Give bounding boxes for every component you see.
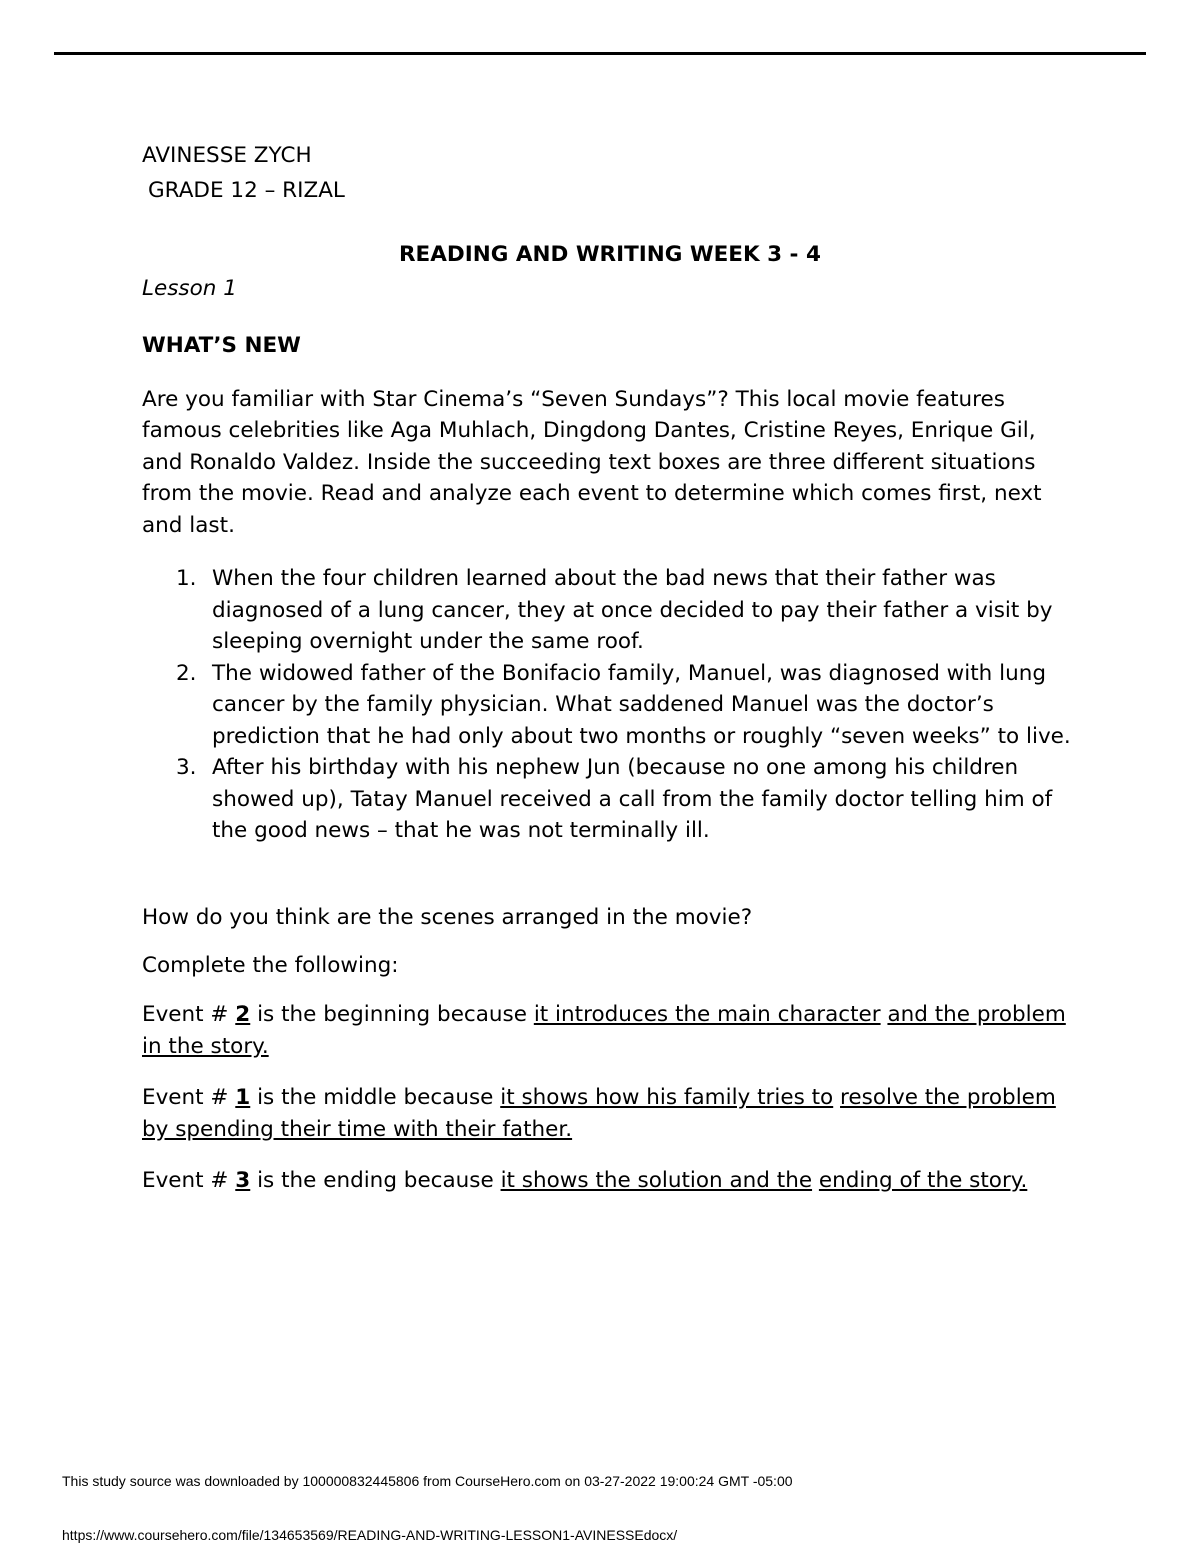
answer-event-number: 3 [235, 1167, 251, 1193]
source-url[interactable]: https://www.coursehero.com/file/134653569/READING-AND-WRITING-LESSON1-AVINESSEdocx/ [62, 1527, 678, 1543]
answer-middle: is the ending because [250, 1167, 501, 1193]
event-number: 3. [176, 755, 197, 780]
event-item-1 [142, 563, 1072, 658]
student-name: AVINESSE ZYCH [142, 143, 312, 168]
answer-prefix: Event # [142, 1167, 236, 1193]
answer-beginning [142, 999, 1072, 1063]
question-text: How do you think are the scenes arranged in the movie? [142, 904, 753, 930]
answer-middle: is the beginning because [250, 1001, 534, 1027]
answer-event-number: 1 [235, 1084, 251, 1110]
answer-prefix: Event # [142, 1001, 236, 1027]
event-text: When the four children learned about the bad news that their father was diagnosed of a lung cancer, they at once decided to pay their father a visit by sleeping overnight under the same roof. [212, 566, 1053, 654]
event-item-2 [142, 658, 1072, 753]
answer-prefix: Event # [142, 1084, 236, 1110]
event-text: The widowed father of the Bonifacio family, Manuel, was diagnosed with lung cancer by the family physician. What saddened Manuel was the doctor’s prediction that he had only about two months or roughly “seven weeks” to live. [212, 660, 1071, 749]
document-title: READING AND WRITING WEEK 3 - 4 [399, 242, 821, 267]
instruction-text: Complete the following: [142, 953, 399, 978]
header-rule [54, 52, 1146, 55]
source-note: This study source was downloaded by 100000832445806 from CourseHero.com on 03-27-2022 19:00:24 GMT -05:00 [62, 1473, 793, 1489]
document-body [142, 140, 1072, 1197]
answer-event-number: 2 [235, 1001, 251, 1027]
answer-middle: is the middle because [250, 1084, 501, 1110]
event-item-3 [142, 752, 1072, 847]
lesson-label: Lesson 1 [142, 275, 237, 301]
answer-part-a: it shows how his family tries to [500, 1084, 834, 1110]
answer-part-a: it shows the solution and the [500, 1167, 813, 1193]
answer-part-b: and the problem in the story. [142, 1001, 1066, 1059]
answer-ending [142, 1165, 1072, 1197]
intro-paragraph: Are you familiar with Star Cinema’s “Seven Sundays”? This local movie features famous celebrities like Aga Muhlach, Dingdong Dantes, Cristine Reyes, Enrique Gil, and Ronaldo Valdez. Inside the succeeding text boxes are three different situations from the movie. Read and analyze each event to determine which comes first, next and last. [142, 386, 1042, 538]
answer-part-b: ending of the story. [818, 1167, 1028, 1193]
event-text: After his birthday with his nephew Jun (because no one among his children showed up), Tatay Manuel received a call from the family doctor telling him of the good news – that he was not terminally ill. [212, 755, 1053, 843]
answer-part-a: it introduces the main character [533, 1001, 881, 1027]
event-number: 2. [176, 660, 197, 686]
answer-middle-event [142, 1082, 1072, 1146]
section-heading: WHAT’S NEW [142, 333, 301, 358]
student-grade: GRADE 12 – RIZAL [148, 177, 345, 203]
events-list [142, 563, 1072, 847]
event-number: 1. [176, 566, 197, 591]
answer-part-b: resolve the problem by spending their time with their father. [142, 1084, 1056, 1142]
